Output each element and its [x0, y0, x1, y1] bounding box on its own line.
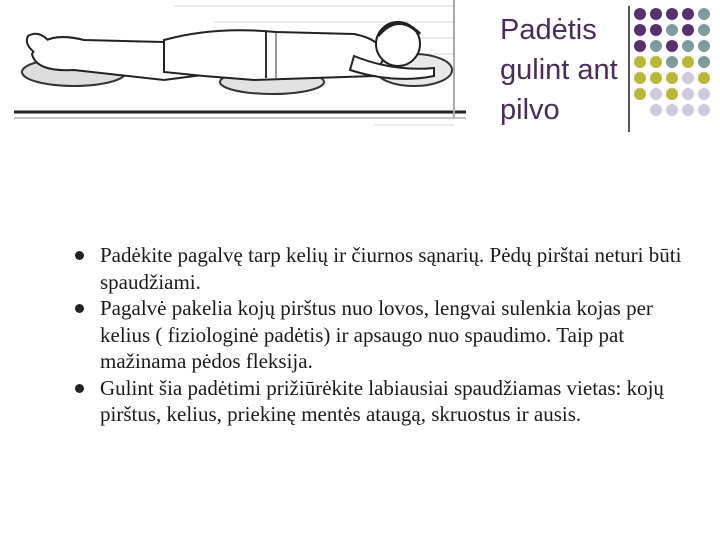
bullet-text: Pagalvė pakelia kojų pirštus nuo lovos, lengvai sulenkia kojas per kelius ( fiziologinė padėtis) ir apsaugo nuo spaudimo. Taip pat mažinama pėdos fleksija.	[100, 296, 653, 373]
prone-position-illustration	[14, 0, 466, 138]
slide-title	[500, 10, 630, 130]
bullet-list	[72, 242, 692, 428]
dot-grid-icon	[632, 4, 720, 134]
list-item	[72, 375, 692, 428]
list-item	[72, 295, 692, 375]
bullet-text: Padėkite pagalvę tarp kelių ir čiurnos sąnarių. Pėdų pirštai neturi būti spaudžiami.	[100, 243, 682, 294]
title-line: gulint ant	[500, 54, 618, 86]
bullet-icon	[75, 304, 84, 313]
title-line: Padėtis	[500, 14, 597, 46]
bullet-text: Gulint šia padėtimi prižiūrėkite labiausiai spaudžiamas vietas: kojų pirštus, kelius, priekinę mentės ataugą, skruostus ir ausis.	[100, 375, 664, 426]
list-item	[72, 242, 692, 295]
person-prone-icon	[14, 0, 466, 138]
title-line: pilvo	[500, 94, 560, 126]
bullet-icon	[75, 251, 84, 260]
bullet-icon	[75, 384, 84, 393]
decorative-dot-grid	[632, 4, 720, 134]
